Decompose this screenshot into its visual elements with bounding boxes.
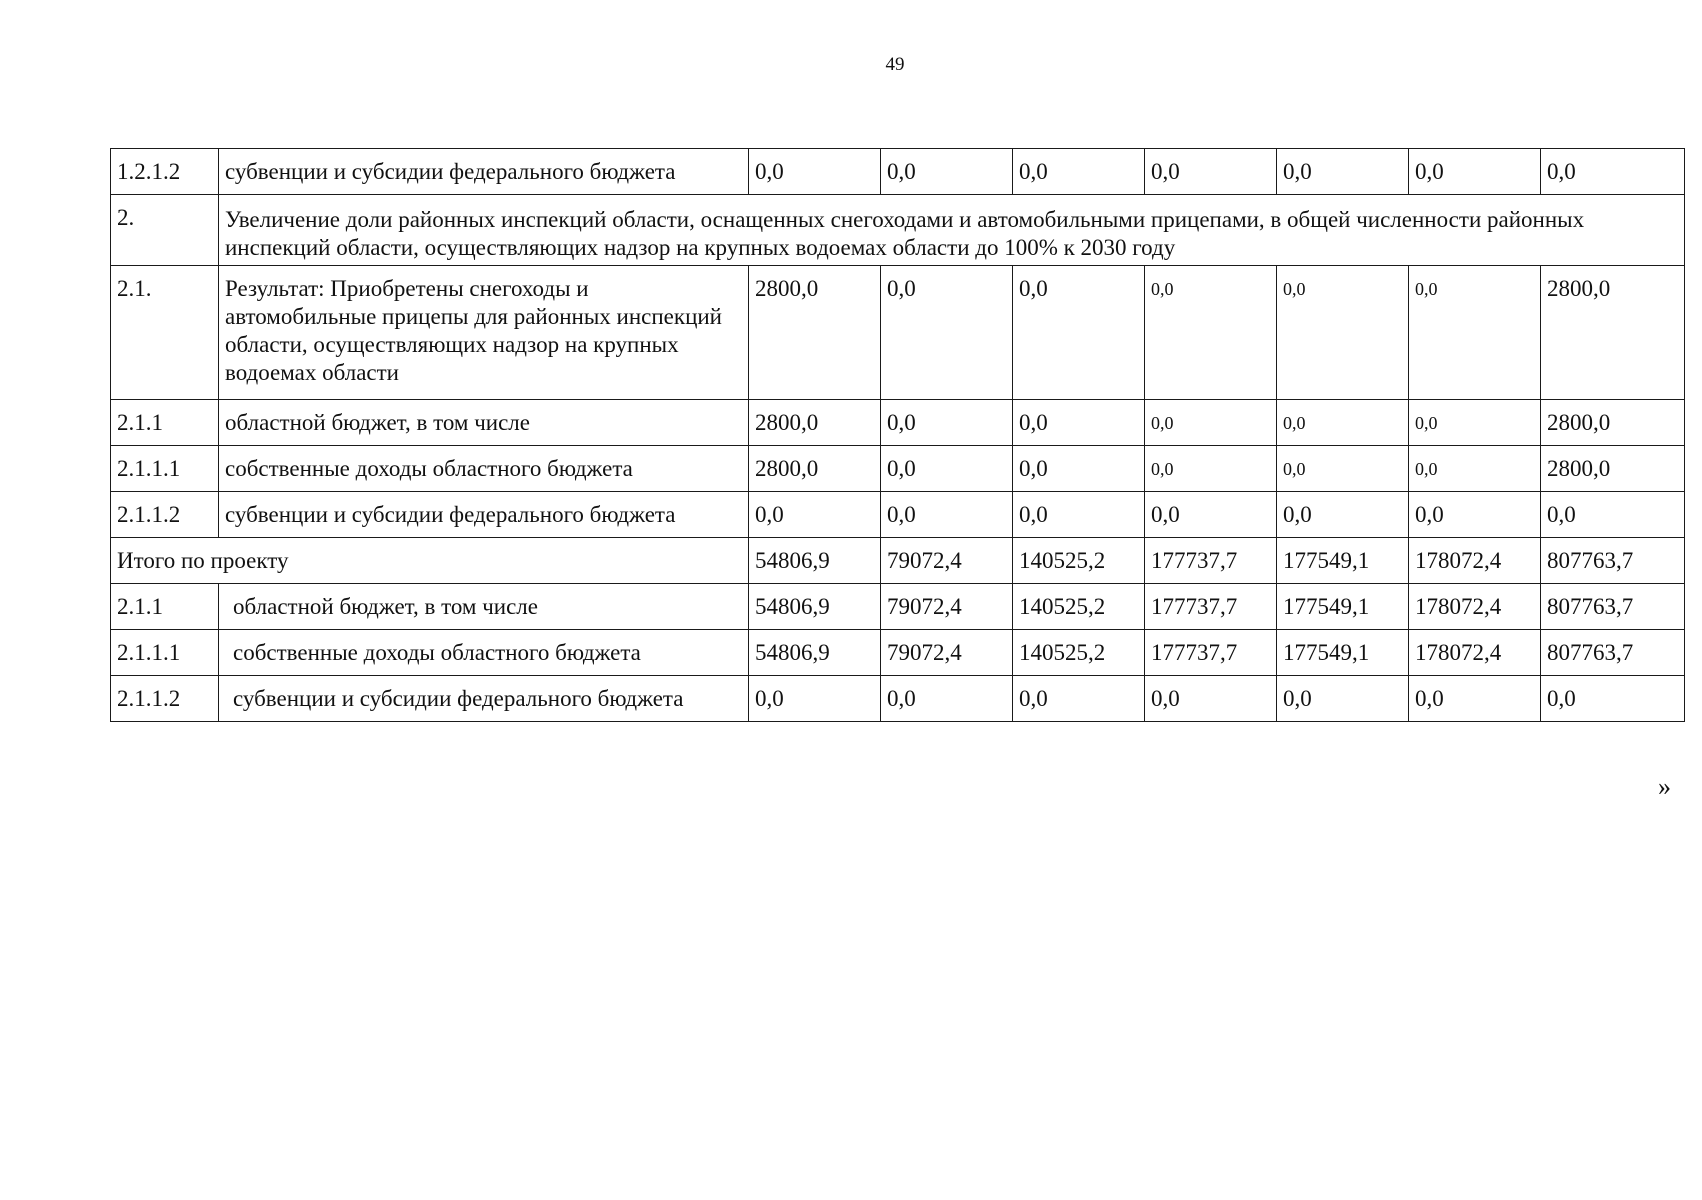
value-cell: 178072,4	[1409, 584, 1541, 630]
value-cell: 0,0	[1013, 266, 1145, 400]
value-cell: 140525,2	[1013, 538, 1145, 584]
value-cell: 0,0	[1277, 492, 1409, 538]
value-cell: 0,0	[1277, 400, 1409, 446]
project-total-label: Итого по проекту	[111, 538, 749, 584]
budget-table	[110, 148, 1685, 722]
table-row	[111, 195, 1685, 266]
table-row	[111, 584, 1685, 630]
table-row	[111, 400, 1685, 446]
value-cell: 0,0	[749, 492, 881, 538]
value-cell: 0,0	[1409, 266, 1541, 400]
total-cell: 0,0	[1541, 676, 1685, 722]
value-cell: 0,0	[1145, 676, 1277, 722]
value-cell: 177549,1	[1277, 584, 1409, 630]
value-cell: 0,0	[1277, 149, 1409, 195]
row-label: субвенции и субсидии федерального бюджета	[219, 149, 749, 195]
table-row	[111, 446, 1685, 492]
value-cell: 0,0	[1277, 676, 1409, 722]
table-row	[111, 538, 1685, 584]
value-cell: 0,0	[1409, 676, 1541, 722]
total-cell: 0,0	[1541, 492, 1685, 538]
row-code: 2.1.	[111, 266, 219, 400]
value-cell: 0,0	[1013, 492, 1145, 538]
value-cell: 0,0	[1145, 400, 1277, 446]
row-code: 2.1.1.1	[111, 630, 219, 676]
value-cell: 0,0	[1013, 446, 1145, 492]
value-cell: 177549,1	[1277, 538, 1409, 584]
value-cell: 0,0	[1013, 400, 1145, 446]
value-cell: 0,0	[1145, 492, 1277, 538]
value-cell: 177737,7	[1145, 584, 1277, 630]
value-cell: 0,0	[881, 676, 1013, 722]
value-cell: 177549,1	[1277, 630, 1409, 676]
total-cell: 807763,7	[1541, 630, 1685, 676]
value-cell: 0,0	[749, 676, 881, 722]
row-code: 2.1.1.2	[111, 492, 219, 538]
value-cell: 0,0	[1013, 149, 1145, 195]
value-cell: 0,0	[1409, 400, 1541, 446]
value-cell: 0,0	[881, 492, 1013, 538]
value-cell: 178072,4	[1409, 630, 1541, 676]
value-cell: 0,0	[1145, 446, 1277, 492]
value-cell: 54806,9	[749, 538, 881, 584]
value-cell: 54806,9	[749, 630, 881, 676]
total-cell: 2800,0	[1541, 400, 1685, 446]
value-cell: 0,0	[881, 266, 1013, 400]
closing-quote-mark: »	[1658, 772, 1671, 801]
value-cell: 54806,9	[749, 584, 881, 630]
table-row	[111, 492, 1685, 538]
table-row	[111, 149, 1685, 195]
table-row	[111, 630, 1685, 676]
value-cell: 2800,0	[749, 400, 881, 446]
row-label: субвенции и субсидии федерального бюджета	[219, 492, 749, 538]
total-cell: 0,0	[1541, 149, 1685, 195]
total-cell: 2800,0	[1541, 446, 1685, 492]
value-cell: 177737,7	[1145, 630, 1277, 676]
value-cell: 140525,2	[1013, 630, 1145, 676]
row-code: 2.1.1.2	[111, 676, 219, 722]
row-code: 2.1.1	[111, 400, 219, 446]
row-code: 2.1.1	[111, 584, 219, 630]
row-code: 1.2.1.2	[111, 149, 219, 195]
row-label: субвенции и субсидии федерального бюджета	[219, 676, 749, 722]
value-cell: 2800,0	[749, 446, 881, 492]
total-cell: 807763,7	[1541, 584, 1685, 630]
value-cell: 140525,2	[1013, 584, 1145, 630]
goal-description: Увеличение доли районных инспекций области, оснащенных снегоходами и автомобильными прицепами, в общей численности районных инспекций области, осуществляющих надзор на крупных водоемах области до 100% к 2030 году	[219, 195, 1685, 266]
value-cell: 178072,4	[1409, 538, 1541, 584]
table-row	[111, 676, 1685, 722]
value-cell: 0,0	[1145, 266, 1277, 400]
value-cell: 177737,7	[1145, 538, 1277, 584]
value-cell: 0,0	[1277, 446, 1409, 492]
value-cell: 0,0	[881, 400, 1013, 446]
value-cell: 0,0	[881, 149, 1013, 195]
value-cell: 0,0	[1145, 149, 1277, 195]
table-row	[111, 266, 1685, 400]
value-cell: 0,0	[1013, 676, 1145, 722]
total-cell: 2800,0	[1541, 266, 1685, 400]
value-cell: 0,0	[749, 149, 881, 195]
row-code: 2.	[111, 195, 219, 266]
value-cell: 79072,4	[881, 538, 1013, 584]
value-cell: 0,0	[1409, 149, 1541, 195]
page-number: 49	[885, 54, 905, 75]
value-cell: 0,0	[881, 446, 1013, 492]
row-label: Результат: Приобретены снегоходы и автомобильные прицепы для районных инспекций области, осуществляющих надзор на крупных водоемах области	[219, 266, 749, 400]
value-cell: 0,0	[1277, 266, 1409, 400]
total-cell: 807763,7	[1541, 538, 1685, 584]
value-cell: 0,0	[1409, 446, 1541, 492]
value-cell: 79072,4	[881, 584, 1013, 630]
row-label: областной бюджет, в том числе	[219, 584, 749, 630]
value-cell: 0,0	[1409, 492, 1541, 538]
row-label: собственные доходы областного бюджета	[219, 446, 749, 492]
value-cell: 2800,0	[749, 266, 881, 400]
row-code: 2.1.1.1	[111, 446, 219, 492]
row-label: областной бюджет, в том числе	[219, 400, 749, 446]
row-label: собственные доходы областного бюджета	[219, 630, 749, 676]
value-cell: 79072,4	[881, 630, 1013, 676]
